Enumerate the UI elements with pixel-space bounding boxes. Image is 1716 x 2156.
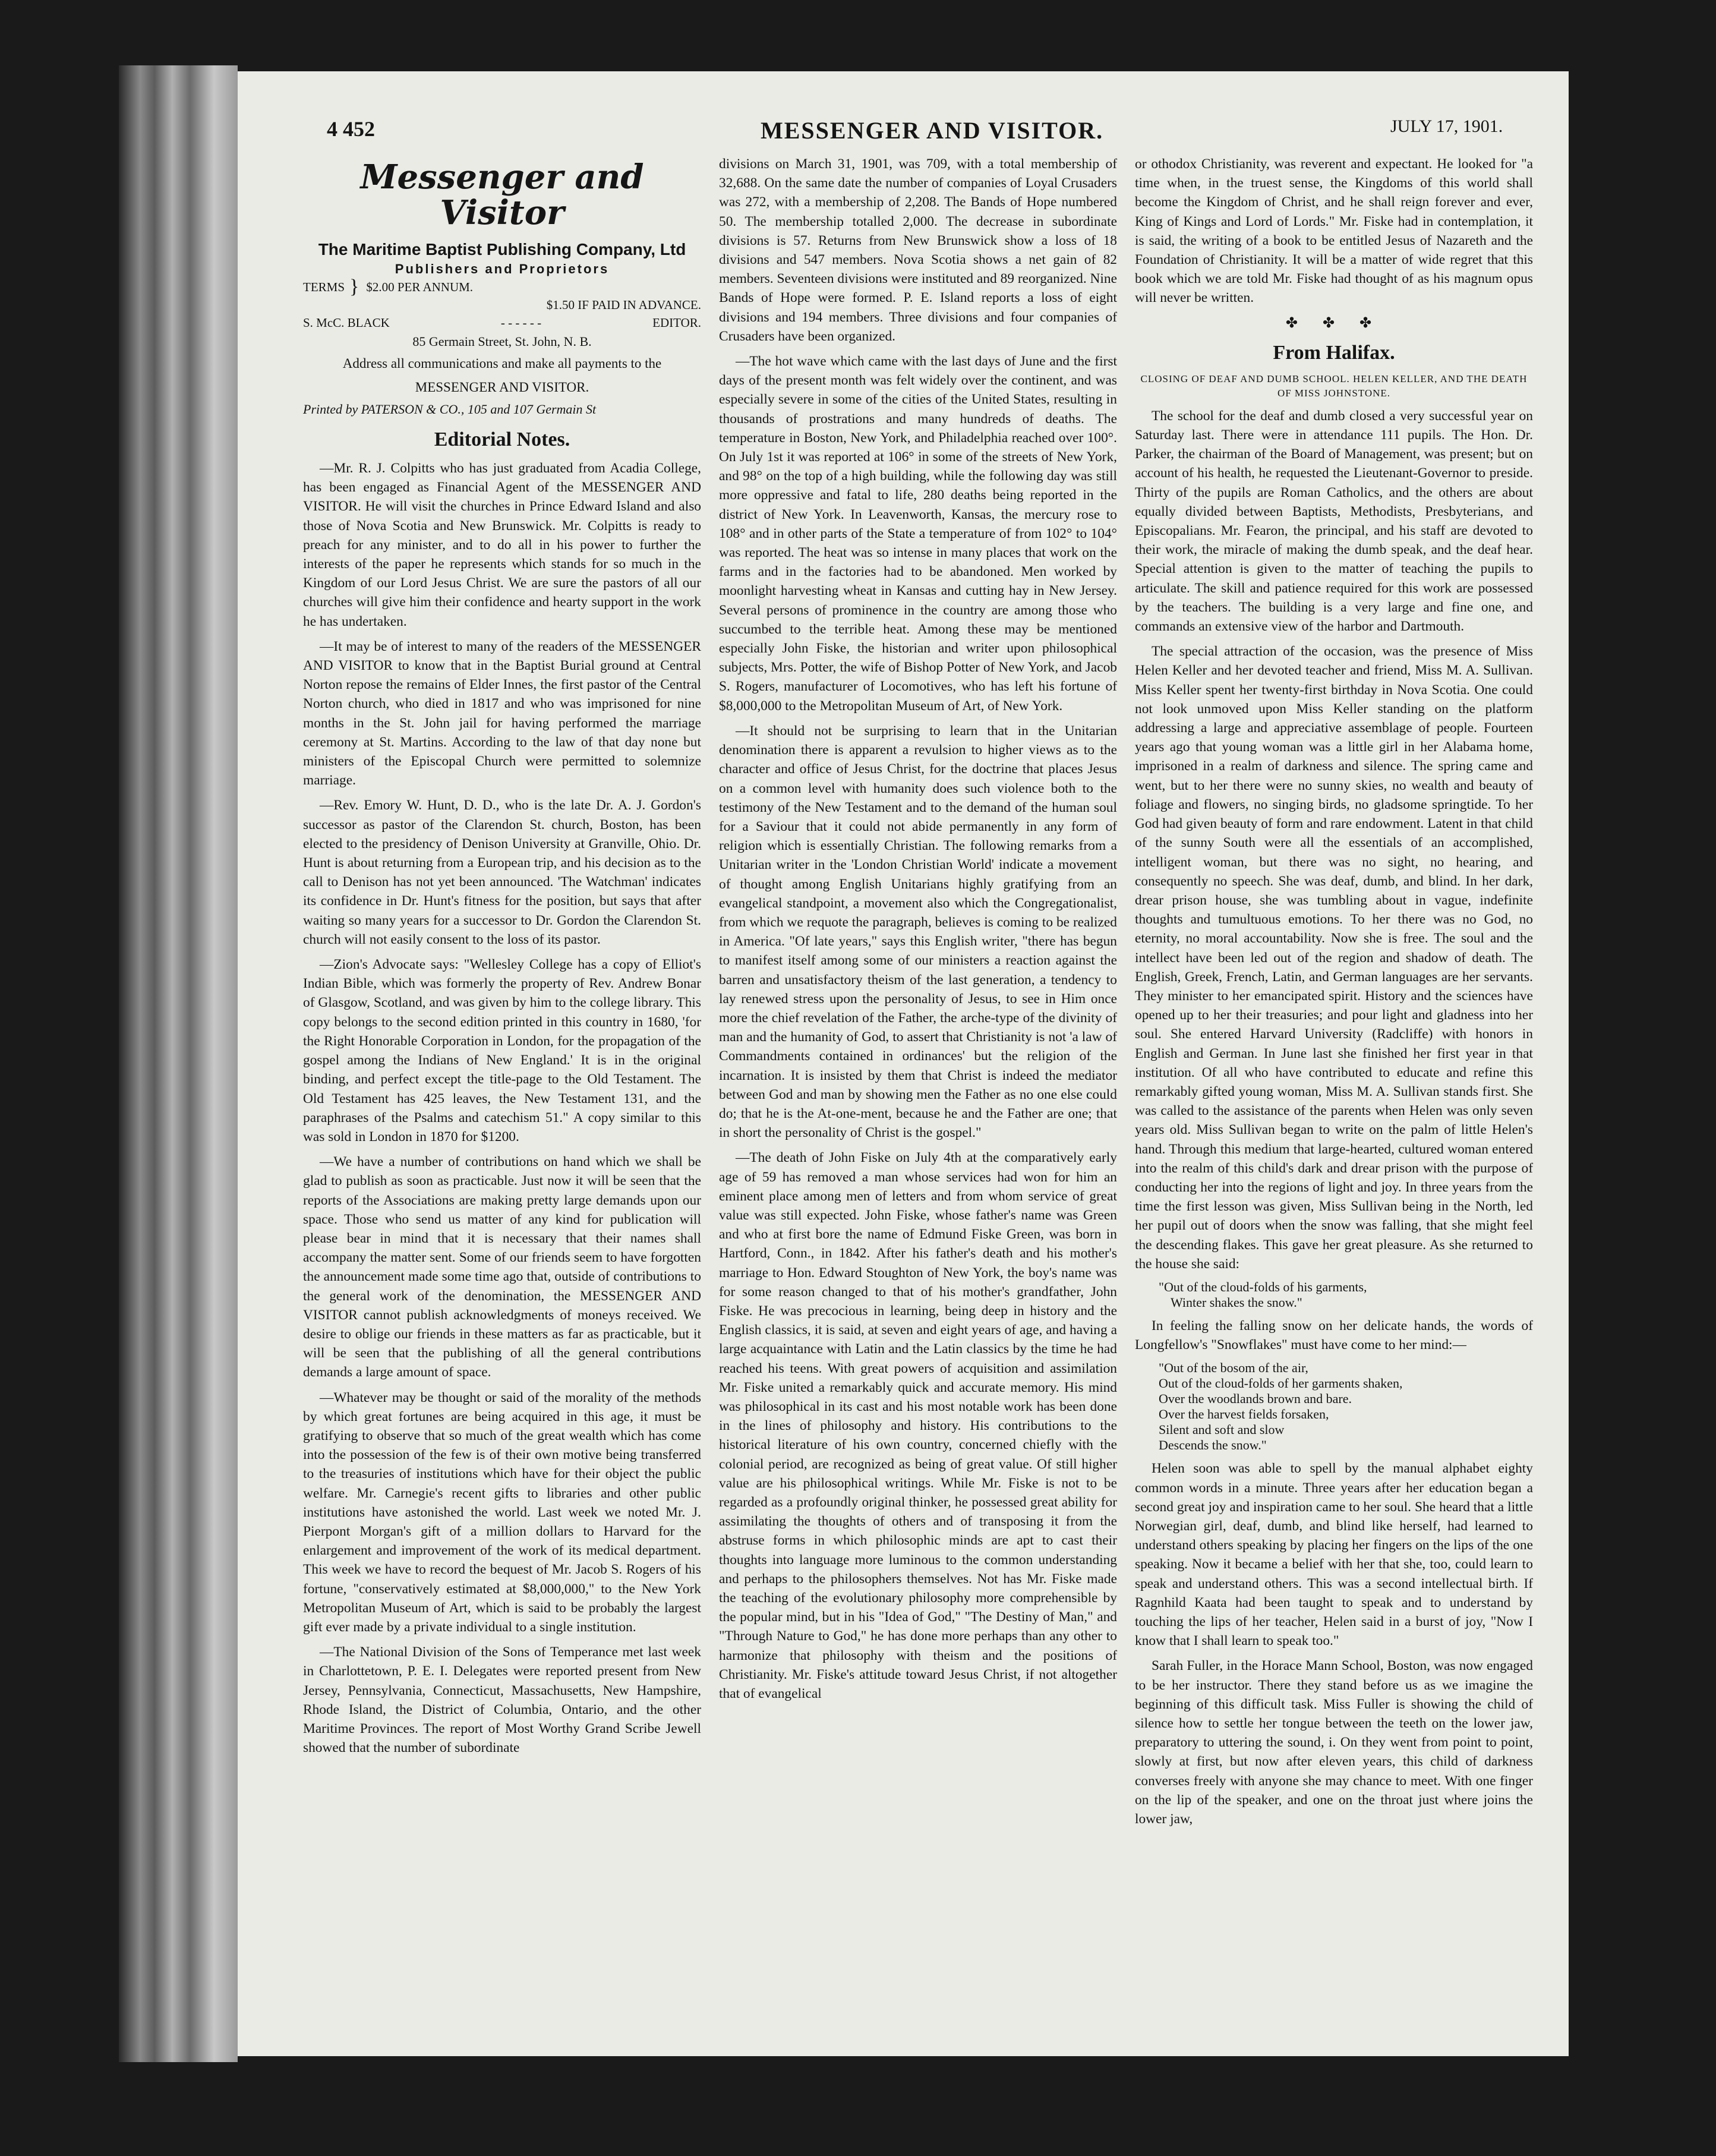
poem-line: Winter shakes the snow.": [1171, 1294, 1302, 1310]
poem-line: "Out of the cloud-folds of his garments,: [1159, 1279, 1367, 1294]
article-paragraph: —The death of John Fiske on July 4th at the comparatively early age of 59 has removed a man whose services had won for him an eminent place among men of letters and from whom service of great value was still expected. John Fiske, whose father's name was Green and who at first bore the name of Edmund Fiske Green, was born in Hartford, Conn., in 1842. After his father's death and his mother's marriage to Hon. Edward Stoughton of New York, the boy's name was for some reason changed to that of his mother's grandfather, John Fiske. He was precocious in learning, being deep in history and the English classics, it is said, at seven and eight years of age, and having a large acquaintance with Latin and the Latin classics by the time he had reached his teens. With great powers of acquisition and assimilation Mr. Fiske united a remarkably quick and accurate memory. His mind was philosophical in its cast and his most notable work has been done in the lines of philosophy and history. His contributions to the historical literature of his own country, concerned chiefly with the colonial period, are recognized as being of great value. Of still higher value are his philosophical writings. While Mr. Fiske is not to be regarded as a profoundly original thinker, he possessed great ability for assimilating the thoughts of others and of transposing it from the abstruse forms in which philosophic minds are apt to cast their thoughts into language more luminous to the common understanding and perhaps to the philosophers themselves. Not has Mr. Fiske made the teaching of the evolutionary philosophy more comprehensible by the popular mind, but in his "Idea of God," "The Destiny of Man," and "Through Nature to God," he has done more perhaps than any other to harmonize that philosophy with theism and the positions of Christianity. Mr. Fiske's attitude toward Jesus Christ, if not altogether that of evangelical: [719, 1150, 1117, 1702]
article-paragraph: —The hot wave which came with the last days of June and the first days of the present month was felt widely over the continent, and was especially severe in some of the cities of the United States, resulting in thousands of prostrations and many hundreds of deaths. The temperature in Boston, New York, and Philadelphia reached over 100°. On July 1st it was reported at 106° in some of the streets of New York, and 98° on the top of a high building, while the following day was still more oppressive and fatal to life, 280 deaths being reported in the district of New York. In Leavenworth, Kansas, the mercury rose to 108° and in other parts of the State a temperature of from 102° to 104° was reported. The heat was so intense in many places that work on the farms and in the factories had to be abandoned. Men worked by moonlight harvesting wheat in Kansas and cutting hay in New Jersey. Several persons of prominence in the country are among those who succumbed to the terrible heat. Among these may be mentioned especially John Fiske, the historian and writer upon philosophical subjects, Mrs. Potter, the wife of Bishop Potter of New York, and Jacob S. Rogers, manufacturer of Locomotives, who has left his fortune of $8,000,000 to the Metropolitan Museum of Art, of New York.: [719, 354, 1117, 714]
editorial-paragraph: —It may be of interest to many of the readers of the MESSENGER AND VISITOR to know that in the Baptist Burial ground at Central Norton repose the remains of Elder Innes, the first pastor of the Central Norton church, who died in 1817 and who was imprisoned for nine months in the St. John jail for having performed the marriage ceremony at St. Martins. According to the law of that day none but ministers of the Episcopal Church were permitted to solemnize marriage.: [303, 638, 701, 789]
editor-label: EDITOR.: [652, 316, 701, 330]
editorial-paragraph: —The National Division of the Sons of Temperance met last week in Charlottetown, P. E. I. Delegates were reported present from New Jersey, Pennsylvania, Connecticut, Massachusetts, New Hampshire, Rhode Island, the District of Columbia, Ontario, and the other Maritime Provinces. The report of Most Worthy Grand Scribe Jewell showed that the number of subordinate: [303, 1644, 701, 1756]
poem-line: Over the woodlands brown and bare.: [1159, 1391, 1352, 1407]
article-paragraph: Sarah Fuller, in the Horace Mann School, Boston, was now engaged to be her instructor. There they stand before us as we imagine the beginning of this difficult task. Miss Fuller is showing the child of silence how to settle her tongue between the teeth on the lower jaw, preparatory to uttering the sound, i. On they went from point to point, slowly at first, but now after eleven years, this child of darkness converses freely with anyone she may chance to meet. With one finger on the lip of the speaker, and one on the throat just where joins the lower jaw,: [1135, 1658, 1533, 1827]
publisher-name: The Maritime Baptist Publishing Company, Ltd: [318, 240, 686, 259]
poem-quote: [1159, 1279, 1533, 1310]
poem-line: Descends the snow.": [1159, 1438, 1267, 1453]
article-paragraph: Helen soon was able to spell by the manual alphabet eighty common words in a minute. Three years after her education began a second great joy and inspiration came to her soul. She heard that a little Norwegian girl, deaf, dumb, and blind like herself, had learned to understand others speaking by placing her fingers on the lips of the one speaking. Now it became a belief with her that she, too, could learn to speak and understand others. This was a second intellectual birth. If Ragnhild Kaata had been taught to speak and to understand by touching the lips of her teacher, Helen said in a burst of joy, "Now I know that I shall learn to speak too.": [1135, 1461, 1533, 1649]
address-notice: Address all communications and make all payments to the MESSENGER AND VISITOR.: [342, 356, 662, 395]
editor-dashes: - - - - - -: [500, 316, 542, 330]
editorial-paragraph: —Zion's Advocate says: "Wellesley College has a copy of Elliot's Indian Bible, which was formerly the property of Rev. Andrew Bonar of Glasgow, Scotland, and was given by him to the college library. This copy belongs to the second edition printed in this country in 1680, 'for the Right Honorable Corporation in London, for the propagation of the gospel among the Indians of New England.' It is in the original binding, and perfect except the title-page to the Old Testament. The Old Testament has 425 leaves, the New Testament 131, and the paraphrases of the Psalms and catechism 51." A copy similar to this was sold in London in 1870 for $1200.: [303, 957, 701, 1145]
poem-line: Out of the cloud-folds of her garments shaken,: [1159, 1376, 1403, 1391]
issue-date: JULY 17, 1901.: [1390, 116, 1503, 136]
article-paragraph: The school for the deaf and dumb closed a very successful year on Saturday last. There were in attendance 111 pupils. The Hon. Dr. Parker, the chairman of the Board of Management, was present; but on account of his health, he requested the Lieutenant-Governor to preside. Thirty of the pupils are Roman Catholics, and the others are about equally divided between Baptists, Methodists, Presbyterians, and Episcopalians. Mr. Fearon, the principal, and his staff are devoted to their work, the miracle of making the dumb speak, and the deaf hear. Special attention is given to the matter of teaching the pupils to articulate. The skill and patience required for this work are possessed by the teachers. The building is a very large and fine one, and commands an extensive view of the harbor and Dartmouth.: [1135, 408, 1533, 635]
article-paragraph: In feeling the falling snow on her delicate hands, the words of Longfellow's "Snowflakes" must have come to her mind:—: [1135, 1317, 1533, 1353]
article-paragraph: or othodox Christianity, was reverent and expectant. He looked for "a time when, in the truest sense, the Kingdoms of this world shall become the Kingdom of Christ, and he shall reign forever and ever, King of Kings and Lord of Lords." Mr. Fiske had in contemplation, it is said, the writing of a book to be entitled Jesus of Nazareth and the Foundation of Christianity. It will be a matter of wide regret that this book which we are told Mr. Fiske had thought of as his magnum opus will never be written.: [1135, 156, 1533, 306]
newspaper-page: [238, 71, 1569, 2056]
publisher-subtitle: Publishers and Proprietors: [395, 261, 610, 276]
article-paragraph: The special attraction of the occasion, was the presence of Miss Helen Keller and her devoted teacher and friend, Miss M. A. Sullivan. Miss Keller spent her twenty-first birthday in Nova Scotia. One could not look unmoved upon Miss Keller standing on the platform addressing a large and appreciative assemblage of people. Fourteen years ago that young woman was a little girl in her Alabama home, imprisoned in a realm of darkness and silence. The spring came and went, but to her there were no sunny skies, no wealth and beauty of foliage and flowers, no singing birds, no gladsome springtide. To her God had given beauty of form and rare endowment. Latent in that child of the sunny South were all the essentials of an accomplished, intelligent woman, but there was no sight, no hearing, and consequently no speech. She was deaf, dumb, and blind. In her dark, drear prison house, she was tumbling about in vague, indefinite thoughts and tumultuous emotions. To her there was no God, no eternity, no moral accountability. Now she is free. The soul and the intellect have been led out of the region and shadow of death. The English, Greek, French, Latin, and German languages are her servants. They minister to her emancipated spirit. History and the sciences have opened up to her their treasuries; and pour light and gladness into her soul. She entered Harvard University (Radcliffe) with honors in English and German. In June last she finished her first year in that institution. Of all who have contributed to educate and refine this remarkably gifted young woman, Miss M. A. Sullivan stands first. She was called to the assistance of the parents when Helen was only seven years old. Miss Sullivan began to write on the palm of little Helen's hand. Through this medium that large-hearted, cultured woman entered into the realm of this child's dark and drear prison with the purpose of conducting her into the regions of light and joy. In three years from the time the first lesson was given, Miss Sullivan being in the North, led her pupil out of doors when the snow was falling, that she might feel the descending flakes. This gave her great pleasure. As she returned to the house she said:: [1135, 644, 1533, 1272]
halifax-heading: From Halifax.: [1273, 341, 1395, 364]
book-binding: [119, 65, 238, 2062]
terms-label: TERMS: [303, 280, 345, 294]
editorial-paragraph: —Rev. Emory W. Hunt, D. D., who is the late Dr. A. J. Gordon's successor as pastor of the Clarendon St. church, Boston, has been elected to the presidency of Denison University at Granville, Ohio. Dr. Hunt is about returning from a European trip, and his decision as to the call to Denison has not yet been announced. 'The Watchman' indicates its confidence in Dr. Hunt's fitness for the position, but says that after waiting so many years for a successor to Dr. Gordon the Clarendon St. church will not easily consent to the loss of its pastor.: [303, 798, 701, 947]
column-3: [1135, 155, 1533, 1835]
section-ornament: ✤ ✤ ✤: [1285, 315, 1383, 331]
terms-block: TERMS } $2.00 PER ANNUM. $1.50 IF PAID IN ADVANCE.: [303, 278, 701, 314]
poem-line: "Out of the bosom of the air,: [1159, 1360, 1308, 1376]
editorial-paragraph: —Mr. R. J. Colpitts who has just graduated from Acadia College, has been engaged as Financial Agent of the MESSENGER AND VISITOR. He will visit the churches in Prince Edward Island and also those of Nova Scotia and New Brunswick. Mr. Colpitts is ready to preach for any minister, and to do all in his power to further the interests of the paper he represents which stands for so much in the Kingdom of our Lord Jesus Christ. We are sure the pastors of all our churches will give him their confidence and hearty support in the work he has undertaken.: [303, 461, 701, 629]
poem-snowflakes: [1159, 1360, 1533, 1453]
office-address: 85 Germain Street, St. John, N. B.: [412, 334, 592, 349]
editor-line: [303, 314, 701, 332]
article-paragraph: —It should not be surprising to learn that in the Unitarian denomination there is apparent a revulsion to higher views as to the character and office of Jesus Christ, for the doctrine that places Jesus on a common level with humanity does such violence both to the testimony of the New Testament and to the demand of the human soul for a Saviour that it could not abide permanently in any form of religion which is essentially Christian. The following remarks from a Unitarian writer in the 'London Christian World' indicate a movement of thought among English Unitarians highly gratifying from an evangelical standpoint, a movement also which the Congregationalist, from which we requote the paragraph, believes is coming to be realized in America. "Of late years," says this English writer, "there has begun to manifest itself among some of our ministers a reaction against the barren and unsatisfactory theism of the last generation, a tendency to lay renewed stress upon the personality of Jesus, to see in Him once more the chief revelation of the Father, the arche-type of the divinity of man and the humanity of God, to assert that Christianity is not 'a law of Commandments contained in ordinances' but the religion of the incarnation. It is insisted by them that Christ is indeed the mediator between God and man by showing men the Father as no one else could do; that he is the At-one-ment, because he and the Father are one; that in short the personality of Christ is the gospel.": [719, 723, 1117, 1141]
column-2: [719, 155, 1117, 1709]
printed-by: Printed by PATERSON & CO., 105 and 107 Germain St: [303, 402, 597, 417]
editor-name: S. McC. BLACK: [303, 316, 390, 330]
page-number: 4 452: [327, 117, 375, 141]
article-paragraph: divisions on March 31, 1901, was 709, with a total membership of 32,688. On the same date the number of companies of Loyal Crusaders was 272, with a membership of 2,208. The Bands of Hope numbered 50. The membership totalled 2,000. The decrease in subordinate divisions is 57. Returns from New Brunswick show a loss of 18 divisions and 547 members. Nova Scotia shows a net gain of 82 members. Seventeen divisions were instituted and 89 reorganized. Nine Bands of Hope were formed. P. E. Island reports a loss of eight divisions and 194 members. Three divisions and four companies of Crusaders have been organized.: [719, 156, 1117, 344]
editorial-paragraph: —Whatever may be thought or said of the morality of the methods by which great fortunes are being acquired in this age, it must be gratifying to observe that so much of the great wealth which has come into the possession of the few is of their own motive being transferred to the treasuries of institutions which have for their object the public welfare. Mr. Carnegie's recent gifts to libraries and other public institutions have astonished the world. Last week we noted Mr. J. Pierpont Morgan's gift of a million dollars to Harvard for the enlargement and improvement of the work of its medical department. This week we have to record the bequest of Mr. Jacob S. Rogers of his fortune, "conservatively estimated at $8,000,000," to the New York Metropolitan Museum of Art, which is said to be probably the largest gift ever made by a private individual to a single institution.: [303, 1389, 701, 1635]
poem-line: Silent and soft and slow: [1159, 1422, 1285, 1438]
halifax-subheading: CLOSING OF DEAF AND DUMB SCHOOL. HELEN KELLER, AND THE DEATH OF MISS JOHNSTONE.: [1140, 373, 1528, 399]
running-title: MESSENGER AND VISITOR.: [761, 117, 1104, 144]
editorial-paragraph: —We have a number of contributions on hand which we shall be glad to publish as soon as practicable. Just now it will be seen that the reports of the Associations are making pretty large demands upon our space. Those who send us matter of any kind for publication will please bear in mind that it is necessary that their names shall accompany the matter sent. Some of our friends seem to have forgotten the announcement made some time ago that, outside of contributions to the general work of the denomination, the MESSENGER AND VISITOR cannot publish acknowledgments of moneys received. We desire to oblige our friends in these matters as far as practicable, but it will be seen that the publishing of all the general contributions demands a large amount of space.: [303, 1154, 701, 1380]
masthead-title: Messenger and Visitor: [360, 157, 644, 232]
terms-annual: $2.00 PER ANNUM.: [366, 280, 474, 294]
editorial-heading: Editorial Notes.: [434, 428, 570, 450]
terms-advance: $1.50 IF PAID IN ADVANCE.: [546, 298, 701, 312]
poem-line: Over the harvest fields forsaken,: [1159, 1407, 1329, 1422]
column-1: [303, 155, 701, 1763]
